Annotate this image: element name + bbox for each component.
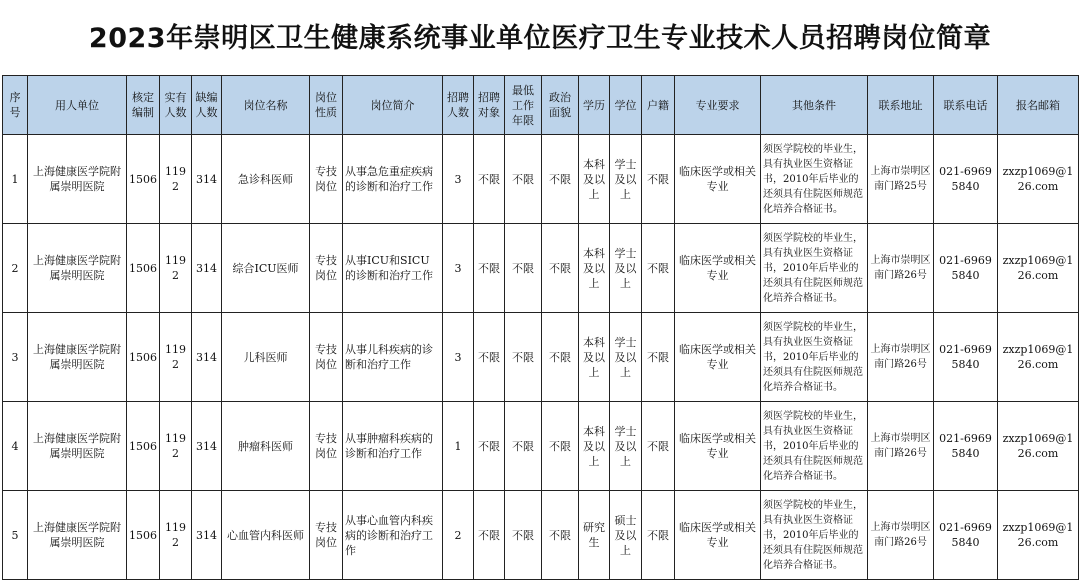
cell-political: 不限: [542, 491, 579, 580]
cell-count: 3: [443, 135, 474, 224]
cell-count: 3: [443, 224, 474, 313]
cell-email[interactable]: zxzp1069@126.com: [998, 402, 1079, 491]
cell-nature: 专技岗位: [310, 491, 343, 580]
table-header-row: [3, 76, 1079, 135]
cell-years: 不限: [505, 135, 542, 224]
table-row: [3, 491, 1079, 580]
cell-target: 不限: [474, 135, 505, 224]
header-col-no: 序号: [3, 76, 28, 135]
cell-actual: 1192: [160, 491, 192, 580]
header-col-education: 学历: [579, 76, 610, 135]
header-col-other: 其他条件: [761, 76, 868, 135]
cell-no: 4: [3, 402, 28, 491]
cell-vacancy: 314: [192, 402, 222, 491]
cell-degree: 学士及以上: [610, 313, 642, 402]
recruitment-table: [2, 75, 1079, 580]
header-col-address: 联系地址: [868, 76, 934, 135]
cell-degree: 学士及以上: [610, 224, 642, 313]
cell-political: 不限: [542, 402, 579, 491]
cell-unit: 上海健康医学院附属崇明医院: [28, 402, 127, 491]
cell-quota: 1506: [127, 402, 160, 491]
cell-political: 不限: [542, 224, 579, 313]
cell-count: 2: [443, 491, 474, 580]
header-col-unit: 用人单位: [28, 76, 127, 135]
cell-phone: 021-69695840: [934, 224, 998, 313]
cell-intro: 从事肿瘤科疾病的诊断和治疗工作: [343, 402, 443, 491]
cell-other: 须医学院校的毕业生，具有执业医生资格证书，2010年后毕业的还须具有住院医师规范化培养合格证书。: [761, 491, 868, 580]
header-col-major: 专业要求: [675, 76, 761, 135]
cell-education: 本科及以上: [579, 313, 610, 402]
cell-years: 不限: [505, 224, 542, 313]
cell-unit: 上海健康医学院附属崇明医院: [28, 224, 127, 313]
cell-actual: 1192: [160, 402, 192, 491]
table-row: [3, 224, 1079, 313]
cell-degree: 学士及以上: [610, 135, 642, 224]
cell-email[interactable]: zxzp1069@126.com: [998, 135, 1079, 224]
cell-hukou: 不限: [642, 313, 675, 402]
cell-vacancy: 314: [192, 224, 222, 313]
header-col-count: 招聘人数: [443, 76, 474, 135]
cell-education: 本科及以上: [579, 402, 610, 491]
cell-intro: 从事ICU和SICU的诊断和治疗工作: [343, 224, 443, 313]
cell-no: 2: [3, 224, 28, 313]
cell-hukou: 不限: [642, 135, 675, 224]
cell-no: 3: [3, 313, 28, 402]
cell-count: 3: [443, 313, 474, 402]
cell-quota: 1506: [127, 491, 160, 580]
header-col-nature: 岗位性质: [310, 76, 343, 135]
cell-major: 临床医学或相关专业: [675, 402, 761, 491]
cell-hukou: 不限: [642, 224, 675, 313]
cell-years: 不限: [505, 402, 542, 491]
header-col-quota: 核定编制: [127, 76, 160, 135]
cell-position: 心血管内科医师: [222, 491, 310, 580]
cell-degree: 硕士及以上: [610, 491, 642, 580]
cell-position: 儿科医师: [222, 313, 310, 402]
cell-address: 上海市崇明区南门路26号: [868, 402, 934, 491]
cell-hukou: 不限: [642, 402, 675, 491]
header-col-intro: 岗位简介: [343, 76, 443, 135]
cell-intro: 从事儿科疾病的诊断和治疗工作: [343, 313, 443, 402]
cell-major: 临床医学或相关专业: [675, 135, 761, 224]
header-col-years: 最低工作年限: [505, 76, 542, 135]
cell-quota: 1506: [127, 135, 160, 224]
cell-degree: 学士及以上: [610, 402, 642, 491]
cell-target: 不限: [474, 224, 505, 313]
table-row: [3, 313, 1079, 402]
cell-political: 不限: [542, 313, 579, 402]
cell-address: 上海市崇明区南门路25号: [868, 135, 934, 224]
cell-nature: 专技岗位: [310, 135, 343, 224]
cell-target: 不限: [474, 313, 505, 402]
cell-political: 不限: [542, 135, 579, 224]
cell-no: 1: [3, 135, 28, 224]
header-col-phone: 联系电话: [934, 76, 998, 135]
cell-years: 不限: [505, 491, 542, 580]
header-col-degree: 学位: [610, 76, 642, 135]
cell-position: 急诊科医师: [222, 135, 310, 224]
cell-address: 上海市崇明区南门路26号: [868, 224, 934, 313]
cell-other: 须医学院校的毕业生，具有执业医生资格证书，2010年后毕业的还须具有住院医师规范化培养合格证书。: [761, 224, 868, 313]
cell-unit: 上海健康医学院附属崇明医院: [28, 491, 127, 580]
cell-other: 须医学院校的毕业生，具有执业医生资格证书，2010年后毕业的还须具有住院医师规范化培养合格证书。: [761, 135, 868, 224]
cell-phone: 021-69695840: [934, 313, 998, 402]
header-col-vacancy: 缺编人数: [192, 76, 222, 135]
cell-count: 1: [443, 402, 474, 491]
cell-vacancy: 314: [192, 313, 222, 402]
cell-email[interactable]: zxzp1069@126.com: [998, 224, 1079, 313]
header-col-position: 岗位名称: [222, 76, 310, 135]
cell-hukou: 不限: [642, 491, 675, 580]
cell-target: 不限: [474, 491, 505, 580]
table-row: [3, 135, 1079, 224]
cell-unit: 上海健康医学院附属崇明医院: [28, 135, 127, 224]
header-col-hukou: 户籍: [642, 76, 675, 135]
header-col-actual: 实有人数: [160, 76, 192, 135]
cell-nature: 专技岗位: [310, 313, 343, 402]
cell-major: 临床医学或相关专业: [675, 491, 761, 580]
cell-position: 综合ICU医师: [222, 224, 310, 313]
cell-years: 不限: [505, 313, 542, 402]
cell-phone: 021-69695840: [934, 402, 998, 491]
cell-intro: 从事心血管内科疾病的诊断和治疗工作: [343, 491, 443, 580]
cell-target: 不限: [474, 402, 505, 491]
cell-unit: 上海健康医学院附属崇明医院: [28, 313, 127, 402]
cell-quota: 1506: [127, 224, 160, 313]
cell-actual: 1192: [160, 313, 192, 402]
cell-address: 上海市崇明区南门路26号: [868, 313, 934, 402]
cell-education: 研究生: [579, 491, 610, 580]
header-col-email: 报名邮箱: [998, 76, 1079, 135]
cell-address: 上海市崇明区南门路26号: [868, 491, 934, 580]
table-row: [3, 402, 1079, 491]
cell-actual: 1192: [160, 224, 192, 313]
page-title: 2023年崇明区卫生健康系统事业单位医疗卫生专业技术人员招聘岗位简章: [88, 22, 992, 54]
cell-nature: 专技岗位: [310, 224, 343, 313]
cell-major: 临床医学或相关专业: [675, 224, 761, 313]
cell-major: 临床医学或相关专业: [675, 313, 761, 402]
cell-position: 肿瘤科医师: [222, 402, 310, 491]
cell-intro: 从事急危重症疾病的诊断和治疗工作: [343, 135, 443, 224]
cell-phone: 021-69695840: [934, 135, 998, 224]
cell-other: 须医学院校的毕业生，具有执业医生资格证书，2010年后毕业的还须具有住院医师规范化培养合格证书。: [761, 402, 868, 491]
header-col-political: 政治面貌: [542, 76, 579, 135]
cell-email[interactable]: zxzp1069@126.com: [998, 491, 1079, 580]
cell-phone: 021-69695840: [934, 491, 998, 580]
cell-education: 本科及以上: [579, 135, 610, 224]
cell-nature: 专技岗位: [310, 402, 343, 491]
cell-other: 须医学院校的毕业生，具有执业医生资格证书，2010年后毕业的还须具有住院医师规范化培养合格证书。: [761, 313, 868, 402]
header-col-target: 招聘对象: [474, 76, 505, 135]
cell-email[interactable]: zxzp1069@126.com: [998, 313, 1079, 402]
cell-actual: 1192: [160, 135, 192, 224]
cell-vacancy: 314: [192, 491, 222, 580]
cell-quota: 1506: [127, 313, 160, 402]
cell-education: 本科及以上: [579, 224, 610, 313]
cell-no: 5: [3, 491, 28, 580]
cell-vacancy: 314: [192, 135, 222, 224]
